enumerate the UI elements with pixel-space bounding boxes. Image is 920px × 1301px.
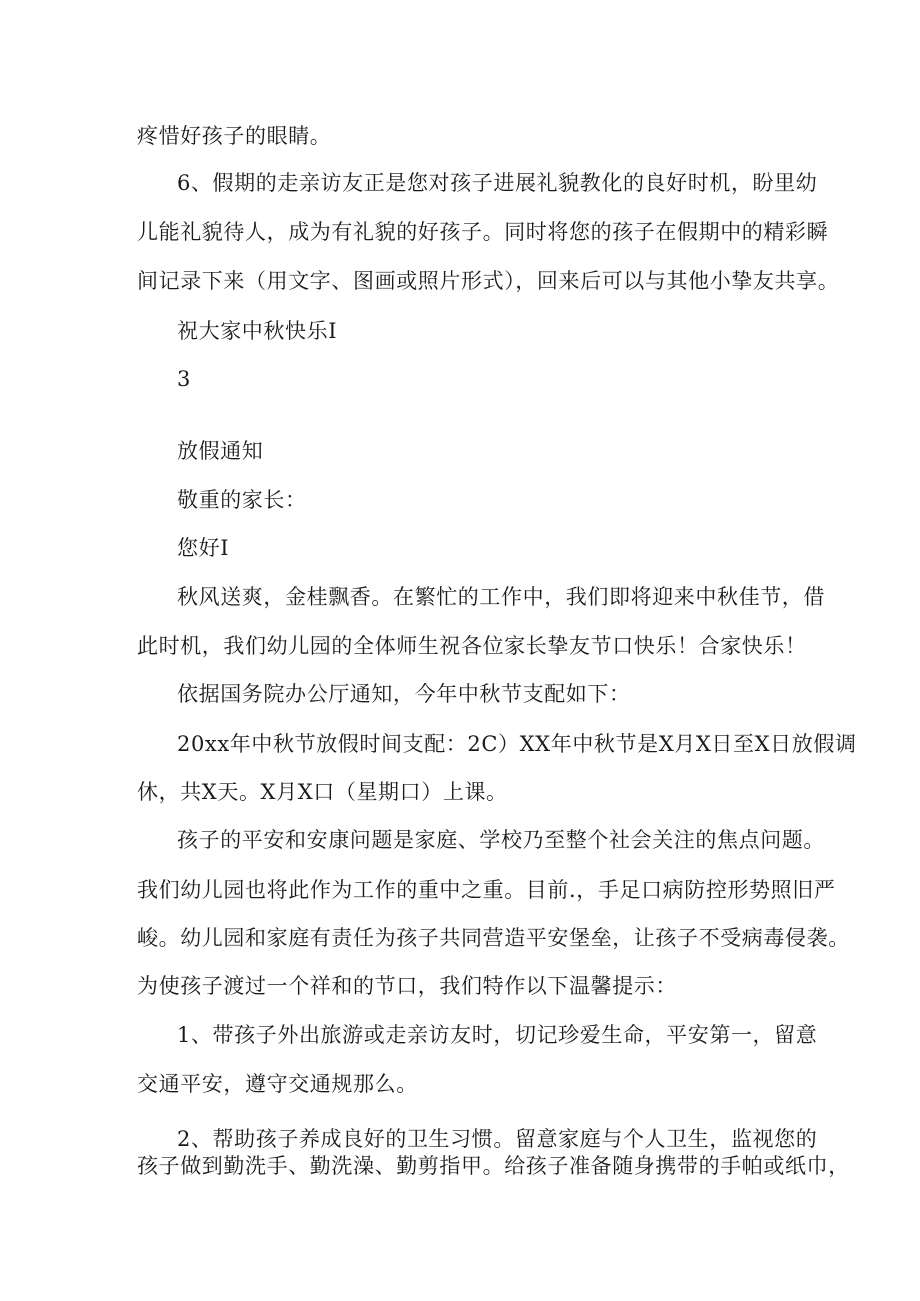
text-line: 秋风送爽，金桂飘香。在繁忙的工作中，我们即将迎来中秋佳节，借 bbox=[177, 585, 825, 609]
text-line: 孩子做到勤洗手、勤洗澡、勤剪指甲。给孩子准备随身携带的手帕或纸巾， bbox=[137, 1154, 850, 1178]
text-line: 20xx年中秋节放假时间支配：2C）XX年中秋节是X月X日至X日放假调 bbox=[177, 732, 857, 756]
text-line: 2、帮助孩子养成良好的卫生习惯。留意家庭与个人卫生，监视您的 bbox=[177, 1127, 818, 1151]
text-line: 此时机，我们幼儿园的全体师生祝各位家长挚友节口快乐！合家快乐！ bbox=[137, 634, 807, 658]
text-line: 休，共X天。X月X口（星期口）上课。 bbox=[137, 780, 508, 804]
text-line: 交通平安，遵守交通规那么。 bbox=[137, 1072, 418, 1096]
section-heading: 放假通知 bbox=[177, 439, 264, 463]
text-line: 我们幼儿园也将此作为工作的重中之重。目前.，手足口病防控形势照旧严 bbox=[137, 878, 836, 902]
salutation: 敬重的家长： bbox=[177, 488, 307, 512]
text-line: 祝大家中秋快乐I bbox=[177, 319, 338, 343]
text-line: 间记录下来（用文字、图画或照片形式），回来后可以与其他小挚友共享。 bbox=[137, 269, 840, 293]
greeting: 您好I bbox=[177, 536, 230, 560]
text-line: 峻。幼儿园和家庭有责任为孩子共同营造平安堡垒，让孩子不受病毒侵袭。 bbox=[137, 926, 850, 950]
text-line: 依据国务院办公厅通知，今年中秋节支配如下： bbox=[177, 682, 631, 706]
text-line: 疼惜好孩子的眼睛。 bbox=[137, 124, 332, 148]
text-line: 孩子的平安和安康问题是家庭、学校乃至整个社会关注的焦点问题。 bbox=[177, 828, 825, 852]
text-line: 1、带孩子外出旅游或走亲访友时，切记珍爱生命，平安第一，留意 bbox=[177, 1023, 818, 1047]
text-line: 6、假期的走亲访友正是您对孩子进展礼貌教化的良好时机，盼里幼 bbox=[177, 171, 818, 195]
text-line: 为使孩子渡过一个祥和的节口，我们特作以下温馨提示： bbox=[137, 974, 677, 998]
text-line: 儿能礼貌待人，成为有礼貌的好孩子。同时将您的孩子在假期中的精彩瞬 bbox=[137, 220, 829, 244]
page-number: 3 bbox=[177, 367, 191, 391]
